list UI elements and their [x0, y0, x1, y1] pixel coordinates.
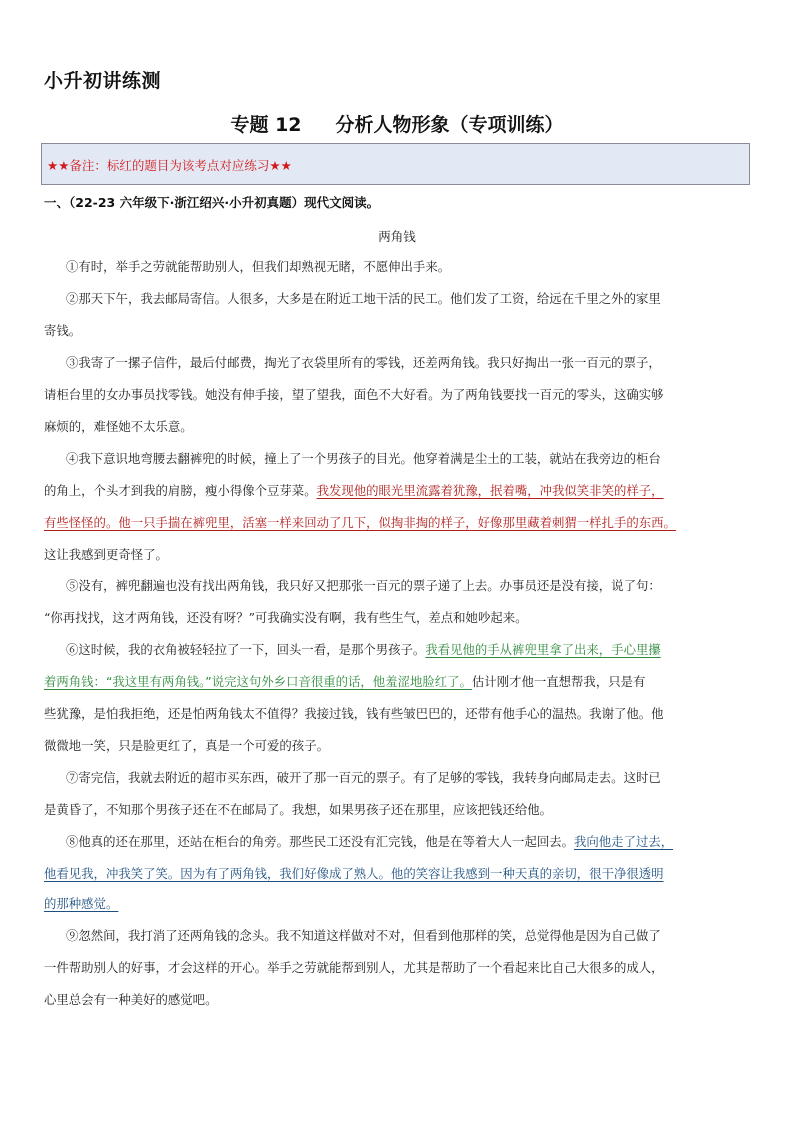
paragraph-6-text: 估计刚才他一直想帮我，只是有: [471, 674, 646, 689]
note-box: [41, 143, 750, 185]
paragraph-4-text: 的角上，个头才到我的肩膀，瘦小得像个豆芽菜。: [44, 483, 317, 498]
note-text: ★★备注：标红的题目为该考点对应练习★★: [47, 158, 292, 173]
topic-number: 专题 12: [230, 114, 302, 136]
paragraph-6-text: ⑥这时候，我的衣角被轻轻拉了一下，回头一看，是那个男孩子。: [66, 642, 426, 657]
paragraph-3-line: 麻烦的，难怪她不太乐意。: [44, 419, 193, 434]
article-title: 两角钱: [378, 229, 416, 244]
paragraph-8-text: ⑧他真的还在那里，还站在柜台的角旁。那些民工还没有汇完钱，他是在等着大人一起回去。: [66, 834, 575, 849]
series-title: 小升初讲练测: [44, 70, 162, 92]
question-heading: 一、（22-23 六年级下·浙江绍兴·小升初真题）现代文阅读。: [44, 195, 380, 210]
paragraph-5-line: ⑤没有，裤兜翻遍也没有找出两角钱，我只好又把那张一百元的票子递了上去。办事员还是没有接，说了句：: [66, 578, 661, 593]
topic-title: [0, 110, 794, 137]
paragraph-2-line: 寄钱。: [44, 323, 82, 338]
highlight-green: 着两角钱：“我这里有两角钱。”说完这句外乡口音很重的话，他羞涩地脸红了。: [44, 674, 472, 689]
paragraph-4-line: ④我下意识地弯腰去翻裤兜的时候，撞上了一个男孩子的目光。他穿着满是尘土的工装，就站在我旁边的柜台: [66, 451, 661, 466]
paragraph-6-line: 微微地一笑，只是脸更红了，真是一个可爱的孩子。: [44, 738, 329, 753]
paragraph-1-line: ①有时，举手之劳就能帮助别人，但我们却熟视无睹，不愿伸出手来。: [66, 259, 451, 274]
paragraph-6-line: [66, 642, 661, 658]
paragraph-4-line: 这让我感到更奇怪了。: [44, 547, 168, 562]
paragraph-6-line: 些犹豫，是怕我拒绝，还是怕两角钱太不值得？我接过钱，钱有些皱巴巴的，还带有他手心的温热。我谢了他。他: [44, 706, 664, 721]
paragraph-9-line: 心里总会有一种美好的感觉吧。: [44, 992, 218, 1007]
highlight-blue: 他看见我，冲我笑了笑。因为有了两角钱，我们好像成了熟人。他的笑容让我感到一种天真的亲切，很干净很透明: [44, 866, 664, 881]
highlight-red: 有些怪怪的。他一只手揣在裤兜里，活塞一样来回动了几下，似掏非掏的样子，好像那里藏着刺猬一样扎手的东西。: [44, 515, 676, 530]
highlight-green: 我看见他的手从裤兜里拿了出来，手心里攥: [425, 642, 661, 657]
paragraph-8-line: [66, 834, 673, 850]
paragraph-6-line: [44, 674, 645, 690]
paragraph-8-line: [44, 866, 664, 882]
paragraph-9-line: 一件帮助别人的好事，才会这样的开心。举手之劳就能帮到别人，尤其是帮助了一个看起来比自己大很多的成人，: [44, 960, 664, 975]
topic-name: 分析人物形象（专项训练）: [335, 114, 564, 136]
paragraph-2-line: ②那天下午，我去邮局寄信。人很多，大多是在附近工地干活的民工。他们发了工资，给远在千里之外的家里: [66, 291, 661, 306]
paragraph-4-line: [44, 515, 676, 531]
highlight-blue: 的那种感觉。: [44, 896, 119, 911]
paragraph-5-line: “你再找找，这才两角钱，还没有呀？”可我确实没有啊，我有些生气，差点和她吵起来。: [44, 610, 528, 625]
highlight-red: 我发现他的眼光里流露着犹豫，抿着嘴，冲我似笑非笑的样子，: [316, 483, 664, 498]
paragraph-3-line: ③我寄了一摞子信件，最后付邮费，掏光了衣袋里所有的零钱，还差两角钱。我只好掏出一张一百元的票子，: [66, 355, 661, 370]
paragraph-7-line: ⑦寄完信，我就去附近的超市买东西，破开了那一百元的票子。有了足够的零钱，我转身向邮局走去。这时已: [66, 770, 661, 785]
paragraph-7-line: 是黄昏了，不知那个男孩子还在不在邮局了。我想，如果男孩子还在那里，应该把钱还给他。: [44, 802, 553, 817]
paragraph-9-line: ⑨忽然间，我打消了还两角钱的念头。我不知道这样做对不对，但看到他那样的笑，总觉得他是因为自己做了: [66, 928, 661, 943]
paragraph-3-line: 请柜台里的女办事员找零钱。她没有伸手接，望了望我，面色不大好看。为了两角钱要找一百元的零头，这确实够: [44, 387, 664, 402]
paragraph-8-line: [44, 896, 118, 912]
paragraph-4-line: [44, 483, 664, 499]
highlight-blue: 我向他走了过去，: [574, 834, 674, 849]
